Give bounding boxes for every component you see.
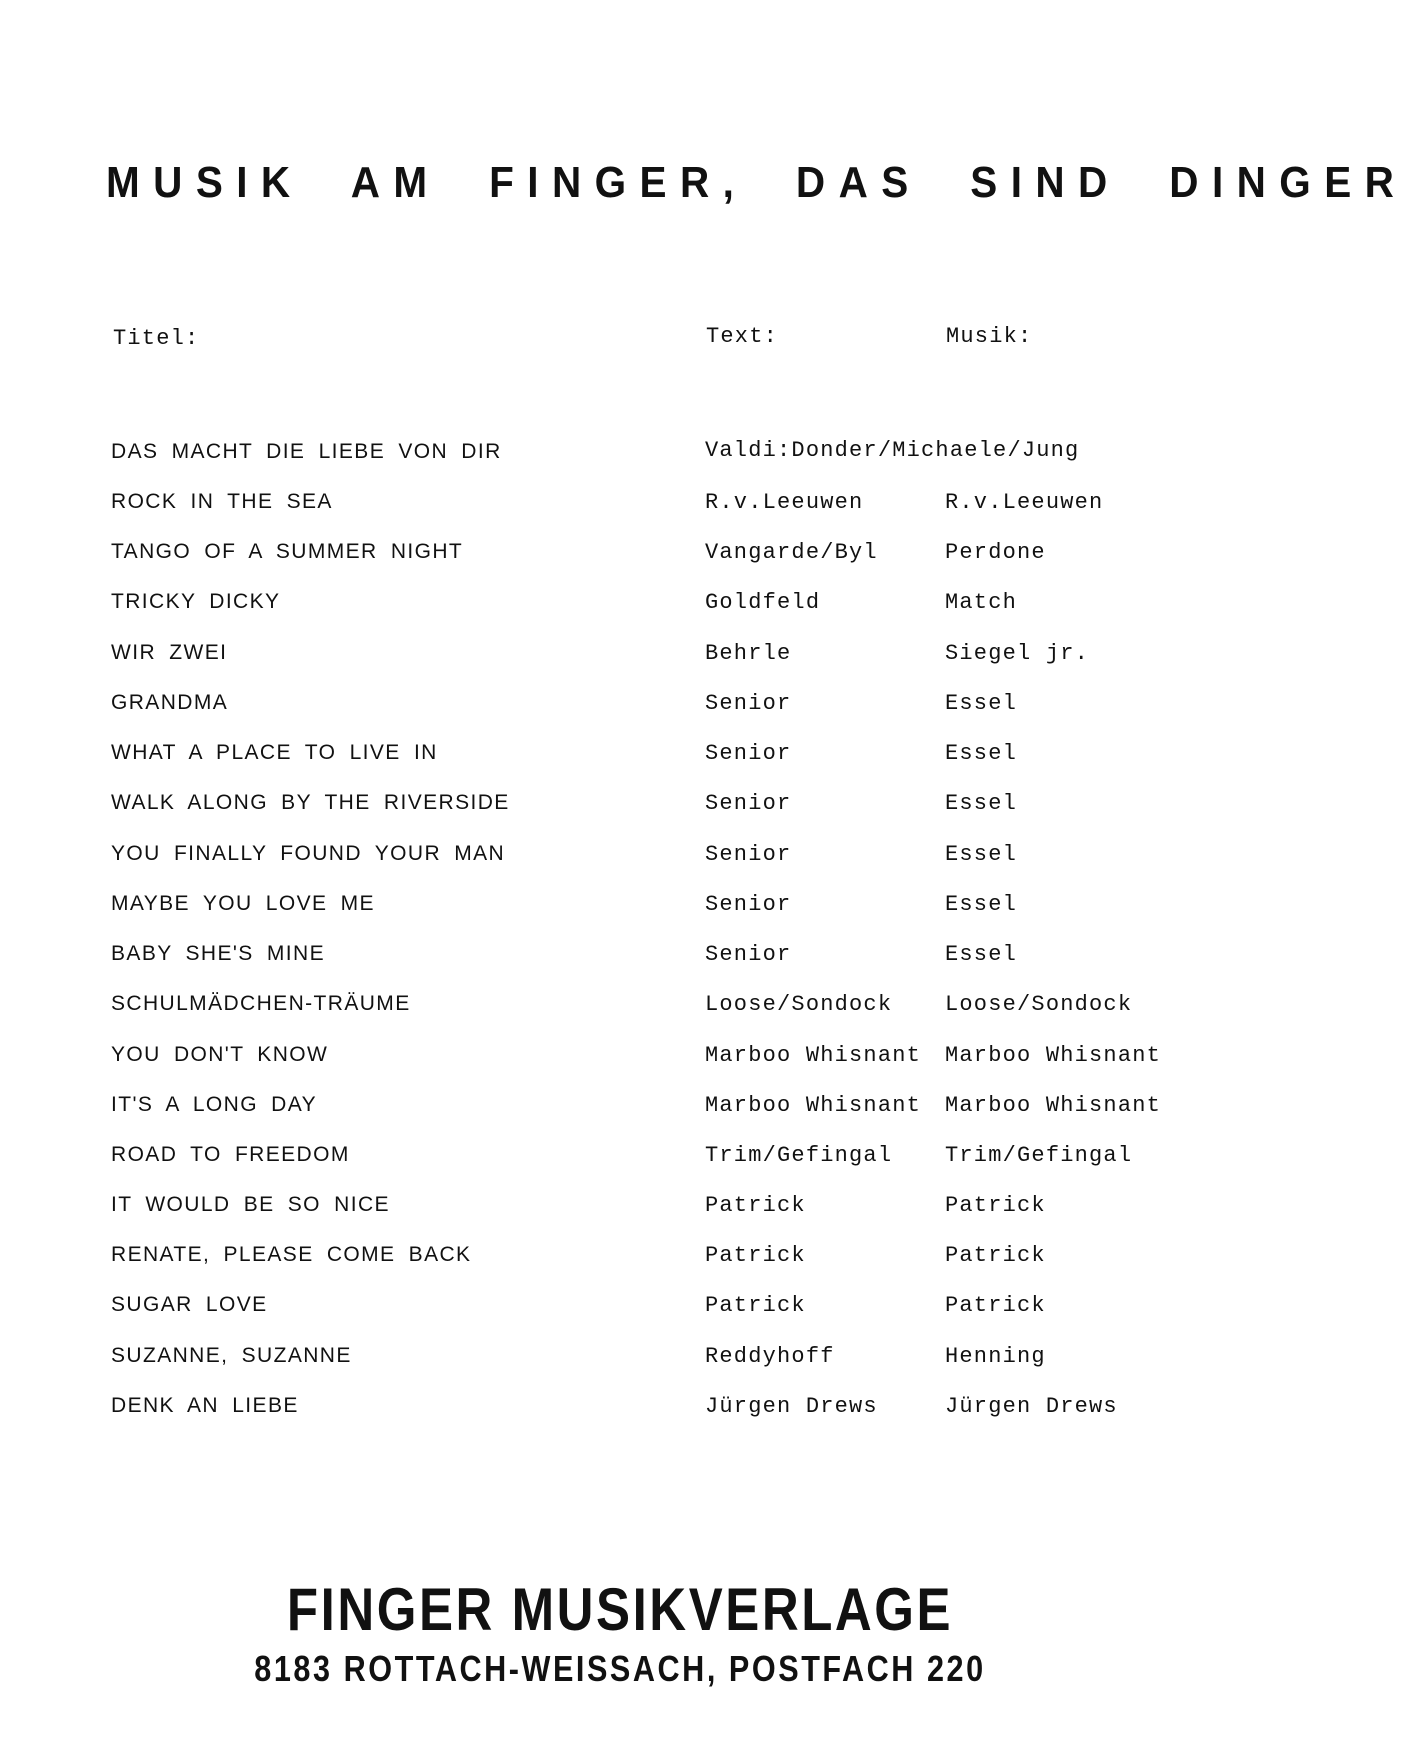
song-title: IT'S A LONG DAY: [111, 1093, 318, 1116]
table-row: [0, 490, 1240, 530]
song-text-credit: R.v.Leeuwen: [705, 490, 864, 515]
song-text-credit: Jürgen Drews: [705, 1394, 878, 1419]
table-row: [0, 1243, 1240, 1283]
song-music-credit: Patrick: [945, 1193, 1046, 1218]
table-row: [0, 892, 1240, 932]
song-title: YOU DON'T KNOW: [111, 1043, 329, 1066]
song-music-credit: Essel: [945, 741, 1018, 766]
song-music-credit: Patrick: [945, 1243, 1046, 1268]
song-text-credit: Valdi:Donder/Michaele/Jung: [705, 438, 1080, 463]
song-music-credit: Essel: [945, 691, 1018, 716]
song-music-credit: Perdone: [945, 540, 1046, 565]
table-row: [0, 842, 1240, 882]
table-row: [0, 540, 1240, 580]
song-music-credit: Henning: [945, 1344, 1046, 1369]
song-music-credit: Essel: [945, 842, 1018, 867]
table-row: [0, 1394, 1240, 1434]
song-title: SUZANNE, SUZANNE: [111, 1344, 352, 1367]
song-music-credit: Essel: [945, 892, 1018, 917]
song-text-credit: Patrick: [705, 1243, 806, 1268]
publisher-name: FINGER MUSIKVERLAGE: [286, 1576, 954, 1643]
song-music-credit: Essel: [945, 942, 1018, 967]
header-music: Musik:: [946, 324, 1033, 349]
song-text-credit: Senior: [705, 691, 792, 716]
header-text: Text:: [706, 324, 779, 349]
song-music-credit: Trim/Gefingal: [945, 1143, 1133, 1168]
song-music-credit: Loose/Sondock: [945, 992, 1133, 1017]
table-row: [0, 691, 1240, 731]
song-text-credit: Patrick: [705, 1193, 806, 1218]
song-title: BABY SHE'S MINE: [111, 942, 326, 965]
song-music-credit: Patrick: [945, 1293, 1046, 1318]
song-title: ROCK IN THE SEA: [111, 490, 333, 513]
header-title: Titel:: [113, 326, 200, 351]
song-title: ROAD TO FREEDOM: [111, 1143, 350, 1166]
song-music-credit: R.v.Leeuwen: [945, 490, 1104, 515]
table-row: [0, 992, 1240, 1032]
song-title: IT WOULD BE SO NICE: [111, 1193, 390, 1216]
song-text-credit: Goldfeld: [705, 590, 821, 615]
song-text-credit: Senior: [705, 791, 792, 816]
table-row: [0, 942, 1240, 982]
song-text-credit: Reddyhoff: [705, 1344, 835, 1369]
song-title: DENK AN LIEBE: [111, 1394, 299, 1417]
song-title: TANGO OF A SUMMER NIGHT: [111, 540, 464, 563]
song-text-credit: Behrle: [705, 641, 792, 666]
table-row: [0, 1143, 1240, 1183]
song-title: GRANDMA: [111, 691, 229, 714]
song-text-credit: Vangarde/Byl: [705, 540, 878, 565]
song-title: WALK ALONG BY THE RIVERSIDE: [111, 791, 510, 814]
song-title: RENATE, PLEASE COME BACK: [111, 1243, 472, 1266]
song-title: WIR ZWEI: [111, 641, 228, 664]
table-row: [0, 791, 1240, 831]
table-row: [0, 741, 1240, 781]
table-row: [0, 1344, 1240, 1384]
song-music-credit: Jürgen Drews: [945, 1394, 1118, 1419]
song-title: TRICKY DICKY: [111, 590, 281, 613]
song-text-credit: Marboo Whisnant: [705, 1043, 922, 1068]
song-music-credit: Marboo Whisnant: [945, 1093, 1162, 1118]
song-title: MAYBE YOU LOVE ME: [111, 892, 375, 915]
page-title: MUSIK AM FINGER, DAS SIND DINGER: [106, 158, 1407, 207]
song-text-credit: Senior: [705, 892, 792, 917]
song-title: SUGAR LOVE: [111, 1293, 268, 1316]
song-music-credit: Marboo Whisnant: [945, 1043, 1162, 1068]
table-row: [0, 1093, 1240, 1133]
song-text-credit: Loose/Sondock: [705, 992, 893, 1017]
table-row: [0, 440, 1240, 480]
song-text-credit: Marboo Whisnant: [705, 1093, 922, 1118]
song-text-credit: Trim/Gefingal: [705, 1143, 893, 1168]
table-row: [0, 1043, 1240, 1083]
song-text-credit: Senior: [705, 842, 792, 867]
publisher-address: 8183 ROTTACH-WEISSACH, POSTFACH 220: [254, 1648, 986, 1689]
song-music-credit: Essel: [945, 791, 1018, 816]
song-title: DAS MACHT DIE LIEBE VON DIR: [111, 440, 502, 463]
song-title: YOU FINALLY FOUND YOUR MAN: [111, 842, 506, 865]
table-row: [0, 1193, 1240, 1233]
table-row: [0, 590, 1240, 630]
song-music-credit: Siegel jr.: [945, 641, 1090, 666]
song-title: SCHULMÄDCHEN-TRÄUME: [111, 992, 411, 1015]
song-text-credit: Senior: [705, 741, 792, 766]
song-music-credit: Match: [945, 590, 1018, 615]
song-text-credit: Patrick: [705, 1293, 806, 1318]
table-row: [0, 1293, 1240, 1333]
table-row: [0, 641, 1240, 681]
song-title: WHAT A PLACE TO LIVE IN: [111, 741, 438, 764]
song-text-credit: Senior: [705, 942, 792, 967]
